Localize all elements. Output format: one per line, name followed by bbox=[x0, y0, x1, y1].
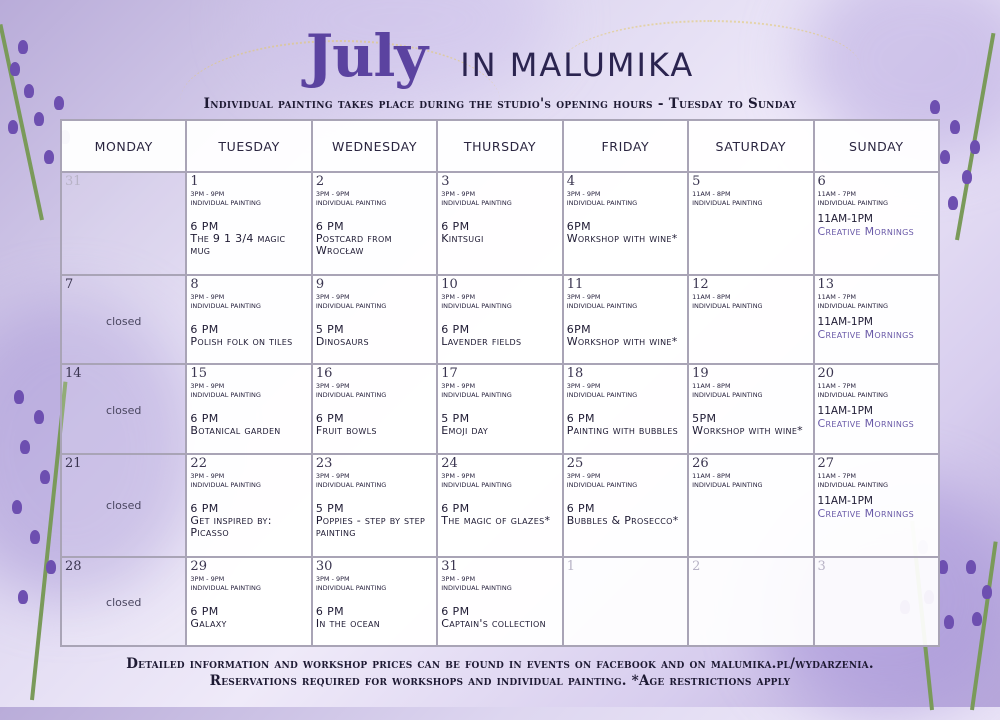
workshop-title: Get inspired by: Picasso bbox=[190, 513, 272, 539]
opening-hours: 3PM - 9PM bbox=[315, 574, 350, 583]
opening-hours: 3PM - 9PM bbox=[190, 190, 225, 198]
studio-name: IN MALUMIKA bbox=[460, 46, 695, 84]
opening-hours: 11AM - 7PM bbox=[817, 471, 856, 480]
page-title bbox=[0, 22, 1000, 92]
calendar-day-closed bbox=[61, 275, 186, 364]
footer-info: Detailed information and workshop prices can be found in events on facebook and on malumika.pl/wydarzenia. bbox=[126, 656, 874, 672]
opening-hours: 3PM - 9PM bbox=[441, 293, 476, 302]
creative-mornings-time: 11AM-1PM bbox=[817, 316, 873, 329]
workshop-time: 6 PM bbox=[190, 220, 219, 233]
workshop-time: 6 PM bbox=[190, 412, 219, 426]
weekday-header: MONDAY bbox=[61, 120, 186, 172]
weekday-header: THURSDAY bbox=[437, 120, 562, 172]
day-number: 11 bbox=[566, 277, 584, 293]
day-number: 8 bbox=[190, 277, 199, 293]
day-number: 3 bbox=[817, 558, 826, 574]
day-number: 31 bbox=[441, 558, 458, 574]
opening-hours: 3PM - 9PM bbox=[315, 382, 350, 391]
individual-painting-label: INDIVIDUAL PAINTING bbox=[692, 391, 763, 400]
workshop-time: 5 PM bbox=[315, 323, 345, 337]
opening-hours: 3PM - 9PM bbox=[566, 190, 601, 198]
individual-painting-label: INDIVIDUAL PAINTING bbox=[441, 480, 512, 489]
calendar-day bbox=[312, 557, 437, 646]
closed-label: closed bbox=[106, 314, 142, 328]
workshop-title: Postcard from Wrocław bbox=[315, 232, 392, 257]
day-number: 4 bbox=[566, 174, 575, 189]
day-number: 22 bbox=[190, 455, 207, 471]
individual-painting-label: INDIVIDUAL PAINTING bbox=[692, 302, 763, 311]
calendar-day-closed bbox=[61, 364, 186, 453]
calendar-week-row bbox=[61, 172, 939, 275]
opening-hours: 3PM - 9PM bbox=[190, 293, 225, 302]
calendar-day-outside-month bbox=[688, 557, 813, 646]
individual-painting-label: INDIVIDUAL PAINTING bbox=[441, 391, 512, 400]
day-number: 16 bbox=[315, 366, 333, 382]
closed-label: closed bbox=[106, 499, 142, 513]
workshop-time: 6 PM bbox=[441, 323, 470, 337]
workshop-time: 6 PM bbox=[315, 220, 345, 233]
individual-painting-label: INDIVIDUAL PAINTING bbox=[190, 302, 261, 311]
individual-painting-label: INDIVIDUAL PAINTING bbox=[315, 302, 387, 311]
workshop-time: 5PM bbox=[692, 412, 717, 426]
weekday-header: WEDNESDAY bbox=[312, 120, 437, 172]
individual-painting-label: INDIVIDUAL PAINTING bbox=[315, 583, 387, 592]
calendar-day bbox=[688, 172, 813, 275]
calendar-day bbox=[186, 172, 311, 275]
workshop-title: Captain's collection bbox=[441, 616, 546, 630]
day-number: 23 bbox=[315, 455, 333, 471]
individual-painting-label: INDIVIDUAL PAINTING bbox=[692, 480, 763, 489]
workshop-title: Workshop with wine* bbox=[692, 424, 803, 438]
calendar-day bbox=[437, 557, 562, 646]
workshop-time: 6 PM bbox=[190, 323, 219, 337]
day-number: 5 bbox=[692, 174, 701, 189]
day-number: 18 bbox=[566, 366, 584, 382]
day-number: 19 bbox=[692, 366, 709, 382]
creative-mornings-time: 11AM-1PM bbox=[817, 213, 873, 225]
workshop-title: The 9 1 3/4 magic mug bbox=[190, 232, 286, 257]
day-number: 24 bbox=[441, 455, 458, 471]
individual-painting-label: INDIVIDUAL PAINTING bbox=[441, 583, 512, 592]
calendar-day bbox=[563, 172, 688, 275]
footer-reservations: Reservations required for workshops and individual painting. *Age restrictions apply bbox=[209, 673, 791, 689]
opening-hours: 11AM - 8PM bbox=[692, 382, 731, 391]
individual-painting-label: INDIVIDUAL PAINTING bbox=[566, 302, 638, 311]
workshop-title: Botanical garden bbox=[190, 424, 281, 438]
day-number: 21 bbox=[65, 455, 82, 471]
opening-hours: 11AM - 7PM bbox=[817, 382, 856, 391]
day-number: 28 bbox=[65, 558, 82, 574]
weekday-header: FRIDAY bbox=[563, 120, 688, 172]
individual-painting-label: INDIVIDUAL PAINTING bbox=[190, 480, 261, 489]
individual-painting-label: INDIVIDUAL PAINTING bbox=[315, 199, 387, 207]
opening-hours: 3PM - 9PM bbox=[566, 471, 601, 480]
opening-hours: 11AM - 7PM bbox=[817, 190, 856, 198]
opening-hours: 3PM - 9PM bbox=[315, 471, 350, 480]
calendar-day-outside-month bbox=[814, 557, 939, 646]
day-number: 9 bbox=[315, 277, 325, 293]
workshop-title: Polish folk on tiles bbox=[190, 335, 293, 349]
subtitle: Individual painting takes place during the studio's opening hours - Tuesday to Sunday bbox=[203, 96, 797, 112]
workshop-title: In the ocean bbox=[315, 616, 381, 630]
workshop-title: Kintsugi bbox=[441, 232, 484, 245]
calendar-grid bbox=[60, 119, 940, 647]
workshop-title: Painting with bubbles bbox=[566, 424, 678, 438]
workshop-time: 6 PM bbox=[566, 501, 595, 515]
day-number: 6 bbox=[817, 174, 826, 189]
calendar-day bbox=[437, 275, 562, 364]
individual-painting-label: INDIVIDUAL PAINTING bbox=[315, 480, 387, 489]
calendar-day-outside-month bbox=[61, 172, 186, 275]
weekday-header: SUNDAY bbox=[814, 120, 939, 172]
workshop-title: The magic of glazes* bbox=[441, 513, 551, 527]
calendar-day bbox=[688, 275, 813, 364]
calendar-day bbox=[814, 275, 939, 364]
calendar-day bbox=[312, 275, 437, 364]
opening-hours: 3PM - 9PM bbox=[441, 382, 476, 391]
month-title: July bbox=[305, 22, 428, 90]
calendar-day bbox=[437, 364, 562, 453]
workshop-time: 6 PM bbox=[441, 604, 470, 618]
calendar-day-closed bbox=[61, 454, 186, 557]
individual-painting-label: INDIVIDUAL PAINTING bbox=[692, 199, 763, 207]
workshop-time: 6 PM bbox=[315, 604, 345, 618]
workshop-time: 5 PM bbox=[315, 501, 345, 515]
individual-painting-label: INDIVIDUAL PAINTING bbox=[441, 199, 512, 207]
workshop-title: Bubbles & Prosecco* bbox=[566, 513, 679, 527]
workshop-time: 6PM bbox=[566, 323, 592, 337]
weekday-header-row bbox=[61, 120, 939, 172]
day-number: 31 bbox=[65, 174, 82, 189]
calendar-week-row bbox=[61, 364, 939, 453]
workshop-time: 6 PM bbox=[441, 501, 470, 515]
opening-hours: 3PM - 9PM bbox=[566, 382, 601, 391]
calendar-day bbox=[563, 364, 688, 453]
workshop-title: Lavender fields bbox=[441, 335, 522, 349]
opening-hours: 11AM - 7PM bbox=[817, 293, 856, 302]
workshop-title: Fruit bowls bbox=[315, 424, 377, 438]
calendar-day bbox=[186, 364, 311, 453]
opening-hours: 3PM - 9PM bbox=[441, 471, 476, 480]
workshop-title: Workshop with wine* bbox=[566, 232, 678, 245]
calendar-day bbox=[186, 557, 311, 646]
calendar-day bbox=[186, 454, 311, 557]
calendar-day-closed bbox=[61, 557, 186, 646]
opening-hours: 3PM - 9PM bbox=[190, 382, 225, 391]
opening-hours: 3PM - 9PM bbox=[441, 574, 476, 583]
day-number: 14 bbox=[65, 366, 82, 382]
workshop-time: 6 PM bbox=[190, 501, 219, 515]
creative-mornings-label: Creative Mornings bbox=[817, 417, 914, 431]
calendar-day bbox=[688, 454, 813, 557]
individual-painting-label: INDIVIDUAL PAINTING bbox=[566, 199, 638, 207]
day-number: 29 bbox=[190, 558, 207, 574]
weekday-header: TUESDAY bbox=[186, 120, 311, 172]
day-number: 15 bbox=[190, 366, 207, 382]
creative-mornings-label: Creative Mornings bbox=[817, 506, 914, 520]
creative-mornings-time: 11AM-1PM bbox=[817, 494, 873, 507]
calendar-week-row bbox=[61, 557, 939, 646]
calendar-day bbox=[437, 172, 562, 275]
workshop-time: 6 PM bbox=[190, 604, 219, 618]
opening-hours: 11AM - 8PM bbox=[692, 190, 731, 198]
day-number: 17 bbox=[441, 366, 458, 382]
calendar-day bbox=[688, 364, 813, 453]
closed-label: closed bbox=[106, 403, 142, 417]
calendar-day bbox=[437, 454, 562, 557]
individual-painting-label: INDIVIDUAL PAINTING bbox=[190, 199, 261, 207]
creative-mornings-time: 11AM-1PM bbox=[817, 405, 873, 418]
day-number: 2 bbox=[315, 174, 325, 189]
individual-painting-label: INDIVIDUAL PAINTING bbox=[566, 391, 638, 400]
opening-hours: 3PM - 9PM bbox=[315, 293, 350, 302]
workshop-time: 6 PM bbox=[315, 412, 345, 426]
day-number: 7 bbox=[65, 277, 74, 293]
individual-painting-label: INDIVIDUAL PAINTING bbox=[190, 583, 261, 592]
opening-hours: 3PM - 9PM bbox=[190, 574, 225, 583]
day-number: 13 bbox=[817, 277, 835, 293]
workshop-title: Emoji day bbox=[441, 424, 489, 438]
workshop-title: Workshop with wine* bbox=[566, 335, 678, 349]
calendar-day bbox=[312, 364, 437, 453]
calendar-week-row bbox=[61, 275, 939, 364]
calendar-day bbox=[563, 275, 688, 364]
calendar-day bbox=[312, 454, 437, 557]
creative-mornings-label: Creative Mornings bbox=[817, 328, 914, 342]
individual-painting-label: INDIVIDUAL PAINTING bbox=[190, 391, 261, 400]
day-number: 10 bbox=[441, 277, 458, 293]
weekday-header: SATURDAY bbox=[688, 120, 813, 172]
individual-painting-label: INDIVIDUAL PAINTING bbox=[817, 480, 889, 489]
closed-label: closed bbox=[106, 596, 142, 610]
opening-hours: 3PM - 9PM bbox=[441, 190, 476, 198]
workshop-time: 6PM bbox=[566, 220, 592, 233]
individual-painting-label: INDIVIDUAL PAINTING bbox=[817, 391, 889, 400]
individual-painting-label: INDIVIDUAL PAINTING bbox=[817, 199, 889, 207]
workshop-time: 6 PM bbox=[441, 220, 470, 233]
day-number: 1 bbox=[190, 174, 199, 189]
individual-painting-label: INDIVIDUAL PAINTING bbox=[817, 302, 889, 311]
day-number: 25 bbox=[566, 455, 584, 471]
workshop-time: 6 PM bbox=[566, 412, 595, 426]
workshop-title: Dinosaurs bbox=[315, 335, 369, 349]
workshop-title: Galaxy bbox=[190, 616, 227, 630]
calendar-day bbox=[814, 172, 939, 275]
day-number: 1 bbox=[566, 558, 575, 574]
calendar-day-outside-month bbox=[563, 557, 688, 646]
workshop-title: Poppies - step by step painting bbox=[315, 513, 426, 539]
day-number: 12 bbox=[692, 277, 709, 293]
day-number: 26 bbox=[692, 455, 709, 471]
calendar-day bbox=[186, 275, 311, 364]
creative-mornings-label: Creative Mornings bbox=[817, 225, 914, 238]
calendar-day bbox=[563, 454, 688, 557]
opening-hours: 3PM - 9PM bbox=[190, 471, 225, 480]
day-number: 2 bbox=[692, 558, 701, 574]
day-number: 3 bbox=[441, 174, 450, 189]
opening-hours: 3PM - 9PM bbox=[315, 190, 350, 198]
individual-painting-label: INDIVIDUAL PAINTING bbox=[566, 480, 638, 489]
workshop-time: 5 PM bbox=[441, 412, 470, 426]
opening-hours: 3PM - 9PM bbox=[566, 293, 601, 302]
day-number: 20 bbox=[817, 366, 835, 382]
opening-hours: 11AM - 8PM bbox=[692, 471, 731, 480]
calendar-week-row bbox=[61, 454, 939, 557]
calendar-day bbox=[814, 454, 939, 557]
individual-painting-label: INDIVIDUAL PAINTING bbox=[315, 391, 387, 400]
day-number: 30 bbox=[315, 558, 333, 574]
calendar-day bbox=[814, 364, 939, 453]
opening-hours: 11AM - 8PM bbox=[692, 293, 731, 302]
calendar-day bbox=[312, 172, 437, 275]
individual-painting-label: INDIVIDUAL PAINTING bbox=[441, 302, 512, 311]
day-number: 27 bbox=[817, 455, 835, 471]
